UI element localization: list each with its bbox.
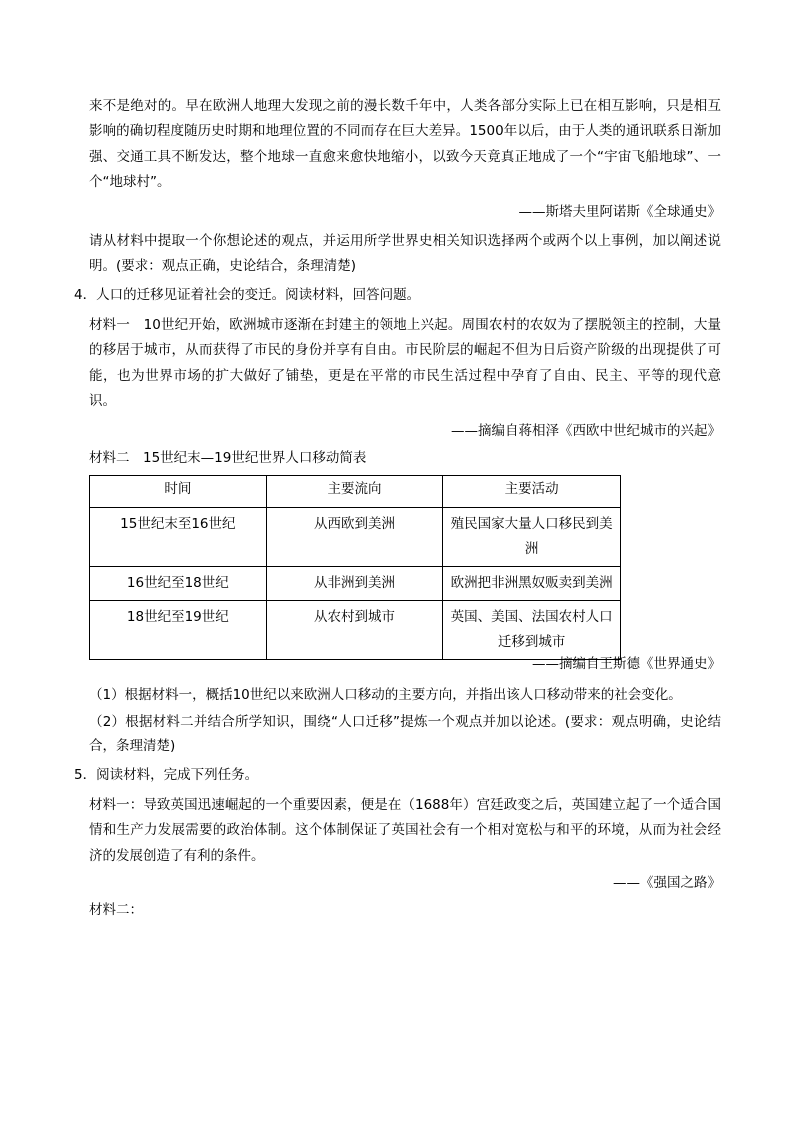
q5-material-one: 材料一：导致英国迅速崛起的一个重要因素，便是在（1688年）宫廷政变之后，英国建立起了一个适合国情和生产力发展需要的政治体制。这个体制保证了英国社会有一个相对宽松与和平的环境，从而为社会经济的发展创造了有利的条件。 xyxy=(89,797,721,864)
population-migration-table xyxy=(89,475,621,660)
q5-material-two-label: 材料二： xyxy=(89,902,143,918)
table-cell: 18世纪至19世纪 xyxy=(90,601,267,660)
q5-title: 5．阅读材料，完成下列任务。 xyxy=(74,767,259,783)
q4-material-one-source: ——摘编自蒋相泽《西欧中世纪城市的兴起》 xyxy=(451,423,721,439)
q3-material-source: ——斯塔夫里阿诺斯《全球通史》 xyxy=(518,204,721,220)
table-cell: 15世纪末至16世纪 xyxy=(90,508,267,567)
table-row xyxy=(90,601,621,660)
q4-material-two-source: ——摘编自王斯德《世界通史》 xyxy=(532,656,721,672)
q4-sub-question-2: （2）根据材料二并结合所学知识，围绕“人口迁移”提炼一个观点并加以论述。(要求：观点明确，史论结合，条理清楚) xyxy=(89,714,721,754)
table-cell: 欧洲把非洲黑奴贩卖到美洲 xyxy=(443,567,621,601)
table-row xyxy=(90,508,621,567)
table-header-time: 时间 xyxy=(90,476,267,508)
table-header-row xyxy=(90,476,621,508)
table-cell: 殖民国家大量人口移民到美洲 xyxy=(443,508,621,567)
q3-task: 请从材料中提取一个你想论述的观点，并运用所学世界史相关知识选择两个或两个以上事例，加以阐述说明。(要求：观点正确，史论结合，条理清楚) xyxy=(89,233,721,274)
table-cell: 英国、美国、法国农村人口迁移到城市 xyxy=(443,601,621,660)
q4-material-two-caption: 材料二 15世纪末—19世纪世界人口移动简表 xyxy=(89,450,367,466)
table-cell: 16世纪至18世纪 xyxy=(90,567,267,601)
table-row xyxy=(90,567,621,601)
q4-sub-question-1: （1）根据材料一，概括10世纪以来欧洲人口移动的主要方向，并指出该人口移动带来的社会变化。 xyxy=(89,687,682,703)
table-header-activity: 主要活动 xyxy=(443,476,621,508)
table-cell: 从西欧到美洲 xyxy=(266,508,443,567)
table-header-flow: 主要流向 xyxy=(266,476,443,508)
table-cell: 从非洲到美洲 xyxy=(266,567,443,601)
table-cell: 从农村到城市 xyxy=(266,601,443,660)
q5-material-one-source: ——《强国之路》 xyxy=(613,875,721,891)
q4-material-one: 材料一 10世纪开始，欧洲城市逐渐在封建主的领地上兴起。周围农村的农奴为了摆脱领主的控制，大量的移居于城市，从而获得了市民的身份并享有自由。市民阶层的崛起不但为日后资产阶级的出现提供了可能，也为世界市场的扩大做好了铺垫，更是在平常的市民生活过程中孕育了自由、民主、平等的现代意识。 xyxy=(89,317,721,409)
q4-title: 4．人口的迁移见证着社会的变迁。阅读材料，回答问题。 xyxy=(74,287,421,303)
q3-material-paragraph: 来不是绝对的。早在欧洲人地理大发现之前的漫长数千年中，人类各部分实际上已在相互影响，只是相互影响的确切程度随历史时期和地理位置的不同而存在巨大差异。1500年以后，由于人类的通讯联系日渐加强、交通工具不断发达，整个地球一直愈来愈快地缩小，以致今天竟真正地成了一个“宇宙飞船地球”、一个“地球村”。 xyxy=(89,98,721,190)
